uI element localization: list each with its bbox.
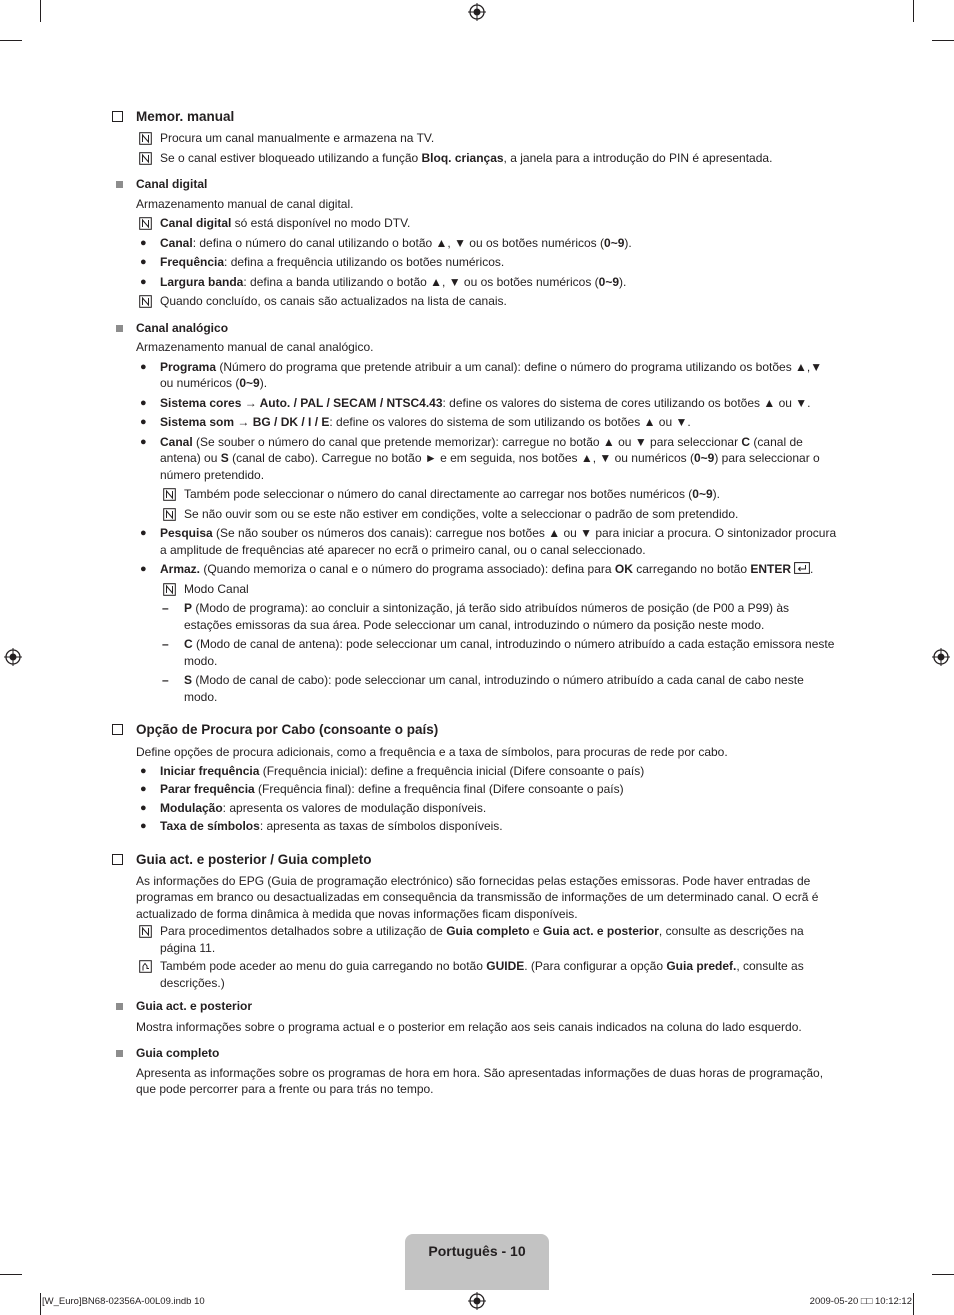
list-item: ● Pesquisa (Se não souber os números dos canais): carregue nos botões ▲ ou ▼ para iniciar a procura. O sintonizador procura a amplitude de frequências até aparecer no ecrã o primeiro canal, ou o canal seleccionado. xyxy=(140,526,837,557)
crop-mark xyxy=(0,1274,22,1275)
note-icon xyxy=(163,583,176,596)
subsection-heading: Guia completo xyxy=(112,1045,838,1062)
registration-mark-icon xyxy=(4,648,22,666)
bullet-icon: ● xyxy=(140,820,147,832)
enter-button-icon xyxy=(794,562,810,574)
note-icon xyxy=(163,508,176,521)
list-item: ● Programa (Número do programa que pretende atribuir a um canal): define o número do programa utilizando os botões ▲,▼ ou numéricos (0~9). xyxy=(140,359,823,390)
note-item: Quando concluído, os canais são actualizados na lista de canais. xyxy=(112,293,838,310)
paragraph: Define opções de procura adicionais, como a frequência e a taxa de símbolos, para procuras de rede por cabo. xyxy=(136,745,728,759)
list-item: ● Armaz. (Quando memoriza o canal e o número do programa associado): defina para OK carregando no botão ENTER . xyxy=(140,562,814,576)
note-item: Se não ouvir som ou se este não estiver em condições, volte a seleccionar o padrão de som pretendido. xyxy=(112,506,838,523)
note-icon xyxy=(139,132,152,145)
crop-mark xyxy=(913,0,914,22)
registration-mark-icon xyxy=(932,648,950,666)
section-heading: Guia act. e posterior / Guia completo xyxy=(112,851,838,869)
square-bullet-icon xyxy=(116,325,123,332)
bullet-icon: ● xyxy=(140,801,147,814)
paragraph: Apresenta as informações sobre os programas de hora em hora. São apresentadas informações de duas horas de programação, que pode percorrer para a frente ou para trás no tempo. xyxy=(136,1065,824,1096)
bullet-icon: ● xyxy=(140,435,147,448)
paragraph: As informações do EPG (Guia de programação electrónico) são fornecidas pelas estações emissoras. Pode haver entradas de programas em branco ou desactualizadas em consequência da transmissão de informações de um determinado canal. O ecrã é actualizado de forma dinâmica à medida que novas informações ficam disponíveis. xyxy=(136,873,819,921)
bullet-icon: ● xyxy=(140,256,147,268)
dash-item: – P (Modo de programa): ao concluir a sintonização, já terão sido atribuídos números de posição (de P00 a P99) às estações emissoras da sua área. Pode seleccionar um canal, introduzindo o número da posição neste modo. xyxy=(162,601,790,632)
list-item: ● Sistema som → BG / DK / I / E: define os valores do sistema de som utilizando os botões ▲ ou ▼. xyxy=(140,415,691,429)
crop-mark xyxy=(40,1293,41,1315)
registration-mark-icon xyxy=(468,3,486,21)
section-heading: Opção de Procura por Cabo (consoante o país) xyxy=(112,721,838,739)
note-item: Para procedimentos detalhados sobre a utilização de Guia completo e Guia act. e posterior, consulte as descrições na página 11. xyxy=(112,923,838,956)
list-item: ● Sistema cores → Auto. / PAL / SECAM / NTSC4.43: define os valores do sistema de cores utilizando os botões ▲ ou ▼. xyxy=(140,395,811,410)
crop-mark xyxy=(0,40,22,41)
square-bullet-icon xyxy=(116,181,123,188)
checkbox-bullet-icon xyxy=(112,111,123,122)
list-item: ● Parar frequência (Frequência final): define a frequência final (Difere consoante o país) xyxy=(140,782,624,796)
bullet-icon: ● xyxy=(140,360,147,373)
note-item: Também pode seleccionar o número do canal directamente ao carregar nos botões numéricos (0~9). xyxy=(112,486,838,503)
note-item: Se o canal estiver bloqueado utilizando a função Bloq. crianças, a janela para a introdução do PIN é apresentada. xyxy=(112,150,838,167)
subsection-heading: Canal digital xyxy=(112,176,838,193)
manual-page-content xyxy=(112,108,838,1098)
note-item: Procura um canal manualmente e armazena na TV. xyxy=(112,130,838,147)
paragraph: Armazenamento manual de canal digital. xyxy=(136,196,354,211)
list-item: ● Canal: defina o número do canal utilizando o botão ▲, ▼ ou os botões numéricos (0~9). xyxy=(140,235,632,250)
page-number-tab xyxy=(405,1234,549,1290)
page-label: Português - 10 xyxy=(428,1243,526,1259)
print-timestamp: 2009-05-20 □□ 10:12:12 xyxy=(809,1296,912,1307)
checkbox-bullet-icon xyxy=(112,854,123,865)
paragraph: Mostra informações sobre o programa actual e o posterior em relação aos seis canais indicados na coluna do lado esquerdo. xyxy=(136,1019,802,1034)
bullet-icon: ● xyxy=(140,764,147,777)
bullet-icon: ● xyxy=(140,416,147,428)
bullet-icon: ● xyxy=(140,236,147,249)
square-bullet-icon xyxy=(116,1003,123,1010)
note-item: Modo Canal xyxy=(112,581,838,598)
file-info: [W_Euro]BN68-02356A-00L09.indb 10 xyxy=(42,1296,205,1307)
bullet-icon: ● xyxy=(140,783,147,795)
bullet-icon: ● xyxy=(140,275,147,288)
note-icon xyxy=(163,488,176,501)
list-item: ● Canal (Se souber o número do canal que pretende memorizar): carregue no botão ▲ ou ▼ para seleccionar C (canal de antena) ou S (canal de cabo). Carregue no botão ► e em seguida, nos botões ▲, ▼ ou numéricos (0~9) para seleccionar o número pretendido. xyxy=(140,434,820,482)
crop-mark xyxy=(932,40,954,41)
square-bullet-icon xyxy=(116,1050,123,1057)
bullet-icon: ● xyxy=(140,396,147,409)
dash-item: – C (Modo de canal de antena): pode seleccionar um canal, introduzindo o número atribuído a cada estação emissora neste modo. xyxy=(162,637,835,668)
note-icon xyxy=(139,152,152,165)
list-item: ● Iniciar frequência (Frequência inicial): define a frequência inicial (Difere consoante o país) xyxy=(140,763,645,778)
note-item: Também pode aceder ao menu do guia carregando no botão GUIDE. (Para configurar a opção Guia predef., consulte as descrições.) xyxy=(112,958,838,991)
section-heading: Memor. manual xyxy=(112,108,838,126)
registration-mark-icon xyxy=(468,1292,486,1310)
list-item: ● Taxa de símbolos: apresenta as taxas de símbolos disponíveis. xyxy=(140,819,503,833)
bullet-icon: ● xyxy=(140,527,147,539)
crop-mark xyxy=(932,1274,954,1275)
note-icon xyxy=(139,217,152,230)
note-item: Canal digital só está disponível no modo DTV. xyxy=(112,215,838,232)
list-item: ● Frequência: defina a frequência utilizando os botões numéricos. xyxy=(140,255,505,269)
crop-mark xyxy=(913,1293,914,1315)
remote-note-icon xyxy=(139,960,152,973)
paragraph: Armazenamento manual de canal analógico. xyxy=(136,340,374,354)
bullet-icon: ● xyxy=(140,563,147,575)
list-item: ● Modulação: apresenta os valores de modulação disponíveis. xyxy=(140,800,487,815)
checkbox-bullet-icon xyxy=(112,724,123,735)
note-icon xyxy=(139,925,152,938)
note-icon xyxy=(139,295,152,308)
subsection-heading: Canal analógico xyxy=(112,320,838,337)
crop-mark xyxy=(40,0,41,22)
dash-item: – S (Modo de canal de cabo): pode seleccionar um canal, introduzindo o número atribuído a cada canal de cabo neste modo. xyxy=(162,673,804,704)
subsection-heading: Guia act. e posterior xyxy=(112,998,838,1015)
list-item: ● Largura banda: defina a banda utilizando o botão ▲, ▼ ou os botões numéricos (0~9). xyxy=(140,274,627,289)
